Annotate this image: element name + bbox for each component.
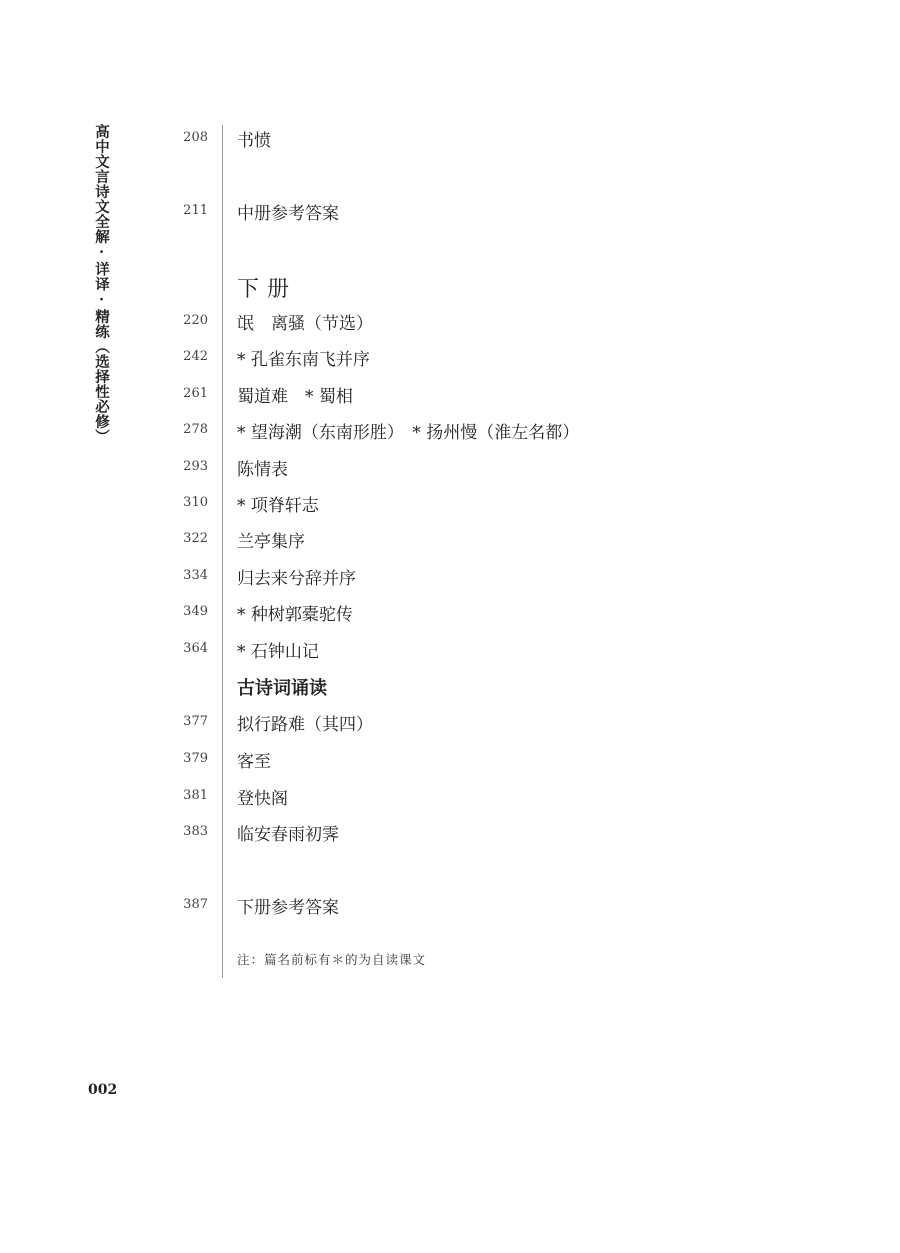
- page-number: 002: [88, 1082, 118, 1098]
- toc-entry[interactable]: [0, 197, 900, 227]
- toc-page-number: 220: [183, 313, 208, 328]
- section-heading: 下册: [237, 277, 298, 302]
- toc-page-number: 278: [183, 422, 208, 437]
- toc-entry-title: 兰亭集序: [237, 532, 305, 552]
- toc-entry-title: * 望海潮（东南形胜） * 扬州慢（淮左名都）: [237, 423, 580, 443]
- toc-entry-title: 中册参考答案: [237, 204, 339, 224]
- toc-entry[interactable]: [0, 635, 900, 665]
- toc-entry-title: 临安春雨初霁: [237, 825, 339, 845]
- toc-entry-title: * 项脊轩志: [237, 496, 319, 516]
- toc-page-number: 377: [183, 714, 208, 729]
- book-title-vertical: 高中文言诗文全解·详译·精练（选择性必修）: [93, 124, 110, 444]
- toc-entry[interactable]: [0, 818, 900, 848]
- toc-entry[interactable]: [0, 562, 900, 592]
- subsection-heading: 古诗词诵读: [237, 678, 327, 699]
- toc-entry-title: * 石钟山记: [237, 642, 319, 662]
- toc-page-number: 379: [183, 751, 208, 766]
- toc-entry-title: 拟行路难（其四）: [237, 715, 373, 735]
- toc-page-number: 242: [183, 349, 208, 364]
- toc-entry[interactable]: [0, 708, 900, 738]
- toc-entry-title: 氓 离骚（节选）: [237, 314, 373, 334]
- toc-entry[interactable]: [0, 489, 900, 519]
- toc-page-number: 293: [183, 459, 208, 474]
- toc-entry-title: 客至: [237, 752, 271, 772]
- toc-entry-title: 登快阁: [237, 789, 288, 809]
- toc-entry-title: 下册参考答案: [237, 898, 339, 918]
- toc-entry[interactable]: [0, 525, 900, 555]
- toc-page-number: 208: [183, 130, 208, 145]
- toc-entry[interactable]: [0, 453, 900, 483]
- toc-page-number: 364: [183, 641, 208, 656]
- toc-page-number: 381: [183, 788, 208, 803]
- toc-page-number: 261: [183, 386, 208, 401]
- toc-page-number: 349: [183, 604, 208, 619]
- toc-page-number: 334: [183, 568, 208, 583]
- toc-entry[interactable]: [0, 343, 900, 373]
- toc-entry-title: 书愤: [237, 131, 271, 151]
- toc-entry[interactable]: [0, 598, 900, 628]
- toc-page-number: 211: [183, 203, 208, 218]
- toc-entry[interactable]: [0, 745, 900, 775]
- toc-entry-title: 归去来兮辞并序: [237, 569, 356, 589]
- toc-entry-title: 蜀道难 * 蜀相: [237, 387, 353, 407]
- toc-entry-title: * 种树郭橐驼传: [237, 605, 353, 625]
- footnote: 注：篇名前标有＊的为自读课文: [237, 952, 427, 967]
- toc-entry[interactable]: [0, 416, 900, 446]
- toc-entry[interactable]: [0, 380, 900, 410]
- toc-page-number: 387: [183, 897, 208, 912]
- toc-entry[interactable]: [0, 891, 900, 921]
- toc-entry[interactable]: [0, 307, 900, 337]
- toc-page-number: 310: [183, 495, 208, 510]
- toc-entry[interactable]: [0, 782, 900, 812]
- toc-page-number: 383: [183, 824, 208, 839]
- toc-entry-title: 陈情表: [237, 460, 288, 480]
- toc-page-number: 322: [183, 531, 208, 546]
- toc-entry[interactable]: [0, 124, 900, 154]
- toc-entry-title: * 孔雀东南飞并序: [237, 350, 370, 370]
